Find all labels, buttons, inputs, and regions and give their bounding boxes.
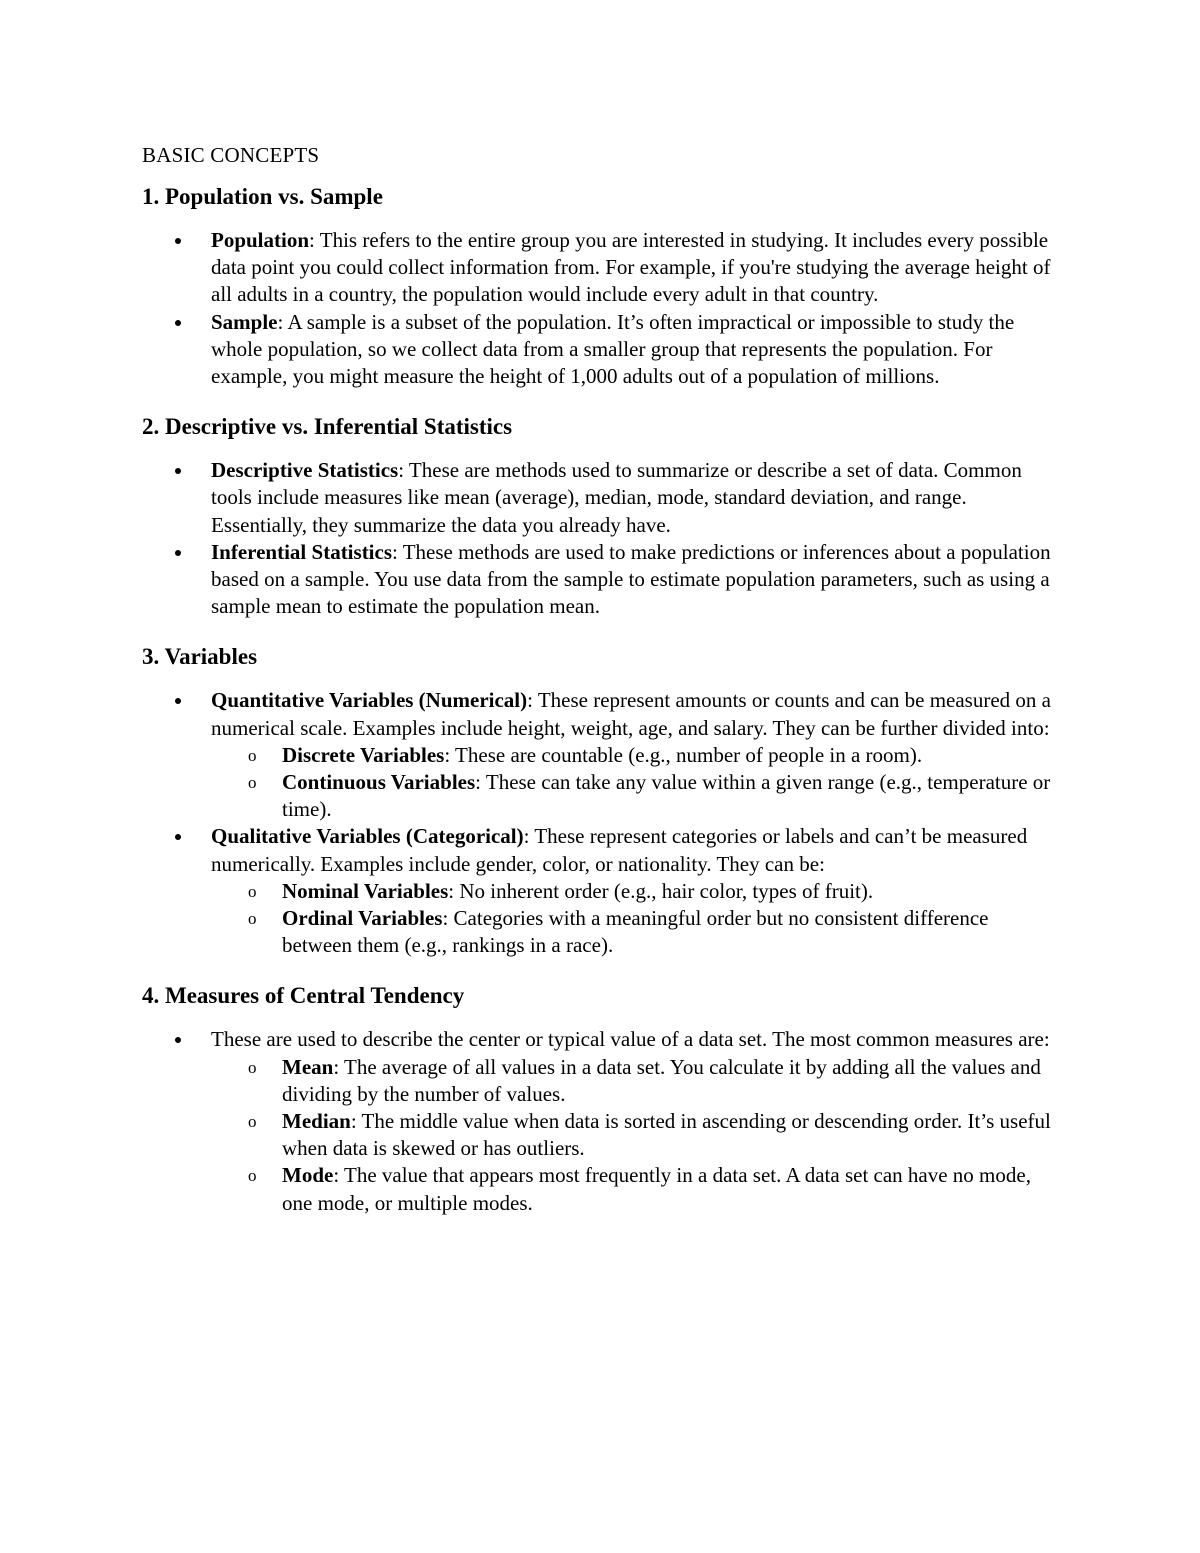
definition-text: : These are countable (e.g., number of people in a room). bbox=[444, 742, 923, 767]
sub-bullet-icon: o bbox=[248, 1166, 257, 1186]
list-item bbox=[142, 309, 1060, 391]
definition-text: : The value that appears most frequently in a data set. A data set can have no mode, one mode, or multiple modes. bbox=[282, 1163, 1031, 1215]
section-central-tendency bbox=[142, 981, 1060, 1216]
term-label: Median bbox=[282, 1109, 351, 1134]
term-label: Descriptive Statistics bbox=[211, 458, 399, 483]
bullet-list bbox=[142, 1026, 1060, 1216]
sub-list-item bbox=[211, 769, 1060, 823]
term-label: Discrete Variables bbox=[282, 742, 445, 767]
term-label: Sample bbox=[211, 309, 278, 334]
bullet-list bbox=[142, 687, 1060, 959]
list-item bbox=[142, 227, 1060, 309]
section-population-vs-sample bbox=[142, 182, 1060, 390]
definition-text: : These methods are used to make predictions or inferences about a population based on a sample. You use data from the sample to estimate population parameters, such as using a sample mean to estimate the population mean. bbox=[211, 539, 1051, 619]
sub-list-item bbox=[211, 905, 1060, 959]
definition-text: : This refers to the entire group you are interested in studying. It includes every possible data point you could collect information from. For example, if you're studying the average height of all adults in a country, the population would include every adult in that country. bbox=[211, 228, 1051, 307]
sub-bullet-icon: o bbox=[248, 1112, 257, 1132]
section-heading: 3. Variables bbox=[142, 644, 258, 670]
definition-text: : The average of all values in a data set. You calculate it by adding all the values and dividing by the number of values. bbox=[282, 1054, 1041, 1106]
definition-text: : These can take any value within a given range (e.g., temperature or time). bbox=[282, 770, 1051, 822]
list-item bbox=[142, 687, 1060, 823]
bullet-list bbox=[142, 227, 1060, 390]
sub-bullet-icon: o bbox=[248, 881, 257, 901]
term-label: Quantitative Variables (Numerical) bbox=[211, 688, 528, 713]
sub-list bbox=[211, 742, 1060, 824]
section-variables bbox=[142, 642, 1060, 959]
sub-list-item bbox=[211, 742, 1060, 769]
term-label: Mode bbox=[282, 1163, 334, 1188]
sub-bullet-icon: o bbox=[248, 1057, 257, 1077]
term-label: Population bbox=[211, 228, 310, 252]
document-title: BASIC CONCEPTS bbox=[142, 143, 320, 167]
sub-list-item bbox=[211, 1054, 1060, 1108]
bullet-list bbox=[142, 457, 1060, 620]
definition-text: : No inherent order (e.g., hair color, types of fruit). bbox=[448, 878, 874, 903]
definition-text: : The middle value when data is sorted in ascending or descending order. It’s useful when data is skewed or has outliers. bbox=[282, 1109, 1051, 1161]
definition-text: These are used to describe the center or typical value of a data set. The most common measures are: bbox=[211, 1027, 1050, 1052]
sub-list-item bbox=[211, 1108, 1060, 1162]
term-label: Ordinal Variables bbox=[282, 906, 443, 931]
definition-text: : These represent categories or labels and can’t be measured numerically. Examples include gender, color, or nationality. They can be: bbox=[211, 824, 1028, 876]
section-descriptive-vs-inferential bbox=[142, 412, 1060, 620]
sub-list bbox=[211, 1054, 1060, 1217]
list-item bbox=[142, 1026, 1060, 1216]
definition-text: : These are methods used to summarize or describe a set of data. Common tools include measures like mean (average), median, mode, standard deviation, and range. Essentially, they summarize the data you already have. bbox=[211, 458, 1022, 537]
definition-text: : Categories with a meaningful order but no consistent difference between them (e.g., rankings in a race). bbox=[282, 906, 989, 958]
sub-list-item bbox=[211, 878, 1060, 905]
sub-bullet-icon: o bbox=[248, 773, 257, 793]
sub-list bbox=[211, 878, 1060, 960]
definition-text: : These represent amounts or counts and can be measured on a numerical scale. Examples include height, weight, age, and salary. They can be further divided into: bbox=[211, 688, 1051, 740]
sub-bullet-icon: o bbox=[248, 909, 257, 929]
sub-list-item bbox=[211, 1162, 1060, 1216]
term-label: Mean bbox=[282, 1054, 334, 1079]
sub-bullet-icon: o bbox=[248, 745, 257, 765]
term-label: Qualitative Variables (Categorical) bbox=[211, 824, 524, 849]
term-label: Inferential Statistics bbox=[211, 539, 393, 564]
list-item bbox=[142, 457, 1060, 539]
term-label: Nominal Variables bbox=[282, 878, 449, 903]
section-heading: 4. Measures of Central Tendency bbox=[142, 983, 465, 1009]
section-heading: 2. Descriptive vs. Inferential Statistics bbox=[142, 414, 513, 440]
definition-text: : A sample is a subset of the population. It’s often impractical or impossible to study the whole population, so we collect data from a smaller group that represents the population. For example, you might measure the height of 1,000 adults out of a population of millions. bbox=[211, 309, 1015, 389]
term-label: Continuous Variables bbox=[282, 770, 476, 795]
list-item bbox=[142, 823, 1060, 959]
list-item bbox=[142, 539, 1060, 621]
section-heading: 1. Population vs. Sample bbox=[142, 184, 383, 209]
